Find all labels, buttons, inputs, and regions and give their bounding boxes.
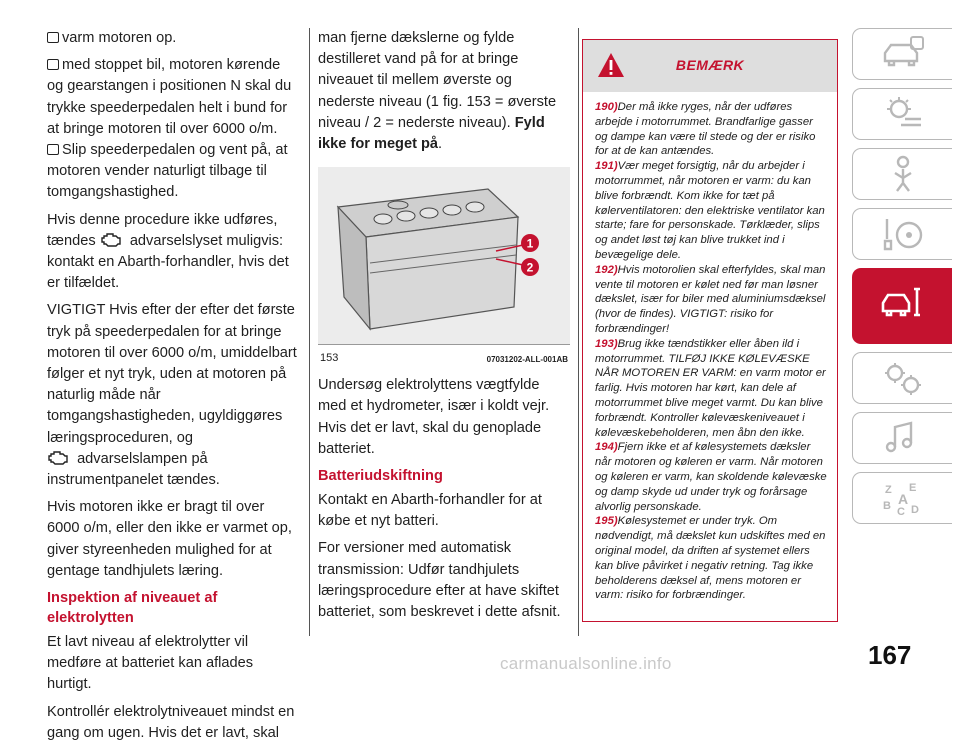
- engine-warning-icon: [100, 231, 124, 247]
- note-item: [595, 440, 827, 514]
- note-item: [595, 263, 827, 337]
- starting-driving-icon: [881, 215, 925, 253]
- text-part: advarselslampen på instrumentpanelet tændes.: [47, 450, 220, 489]
- note-number: 195): [595, 515, 618, 528]
- technical-data-icon: [881, 359, 925, 397]
- tab-car-info[interactable]: [852, 28, 952, 80]
- paragraph: Kontrollér elektrolytniveauet mindst en gang om ugen. Hvis det er lavt, skal: [47, 703, 295, 741]
- figure-code: 07031202-ALL-001AB: [486, 355, 568, 365]
- marker-2-label: 2: [526, 260, 534, 275]
- battery-illustration: [318, 167, 570, 345]
- paragraph: Undersøg elektrolyttens vægtfylde med et hydrometer, især i koldt vejr. Hvis det er lavt, skal du genoplade batteriet.: [318, 377, 550, 457]
- engine-warning-icon: [47, 449, 71, 465]
- bullet-item: [47, 28, 299, 49]
- watermark: carmanualsonline.info: [500, 654, 672, 673]
- left-column: [47, 28, 299, 750]
- tab-car-service[interactable]: [852, 268, 952, 344]
- section-heading: Batteriudskiftning: [318, 468, 443, 485]
- text-part: man fjerne dækslerne og fylde destilleret vand på for at bringe niveauet til mellem øverste og nederste niveau (1 fig. 153 = øverste niveau / 2 = nederste niveau).: [318, 30, 557, 131]
- note-number: 192): [595, 263, 618, 276]
- note-text: Fjern ikke et af kølesystemets dæksler når motoren og køleren er varm. Når motoren og køleren er varm, kan skoldende kølevæske og damp skyde ud under tryk og forårsage alvorlig personskade.: [595, 441, 827, 513]
- page-number: 167: [868, 640, 912, 670]
- battery-figure: [318, 167, 570, 363]
- bullet-box-icon: [47, 59, 59, 70]
- note-number: 193): [595, 337, 618, 350]
- note-text: Brug ikke tændstikker eller åben ild i motorrummet. TILFØJ IKKE KØLEVÆSKE NÅR MOTOREN ER VARM: en varm motor er farlig. Hvis motoren har kørt, kan dele af motorrummet blive meget varmt. Du kan blive forbrændt. Kontroller kølevæskeniveauet i kølevæskebeholderen, men åbn den ikke.: [595, 337, 826, 439]
- column-divider: [578, 28, 579, 636]
- tab-index[interactable]: [852, 472, 952, 524]
- section-tabs: [852, 28, 954, 532]
- tab-multimedia[interactable]: [852, 412, 952, 464]
- bullet-text: varm motoren op.: [62, 30, 177, 46]
- paragraph: Et lavt niveau af elektrolytter vil medføre at batteriet kan aflades hurtigt.: [47, 634, 254, 693]
- note-item: [595, 337, 827, 441]
- note-box: [582, 39, 838, 622]
- paragraph: Kontakt en Abarth-forhandler for at købe et nyt batteri.: [318, 492, 542, 530]
- bullet-box-icon: [47, 32, 59, 43]
- text-part: Hvis denne procedure ikke udføres, tændes: [47, 211, 278, 249]
- text-part: VIGTIGT Hvis efter der efter det første tryk på speederpedalen for at bringe motoren til over 6000 o/m, umiddelbart følger et nyt tryk, uden at motoren på naturlig måde når tomgangshastigheden, ugyldiggøres læringsproceduren, og: [47, 302, 297, 446]
- note-number: 194): [595, 441, 618, 454]
- tab-safety[interactable]: [852, 148, 952, 200]
- svg-text:E: E: [909, 482, 917, 494]
- paragraph: [47, 300, 299, 491]
- bullet-text: med stoppet bil, motoren kørende og gearstangen i positionen N skal du trykke speederpedalen helt i bund for at bringe motoren til over 6000 o/m.: [47, 57, 292, 137]
- note-text: Der må ikke ryges, når der udføres arbejde i motorrummet. Brandfarlige gasser og dampe kan være til stede og der er risiko for at de kan antændes.: [595, 101, 816, 158]
- text-part: .: [438, 136, 443, 153]
- note-item: [595, 514, 827, 603]
- note-body: [583, 92, 837, 603]
- svg-text:Z: Z: [885, 484, 892, 496]
- paragraph: [47, 210, 299, 295]
- marker-1-label: 1: [526, 236, 534, 251]
- svg-text:C: C: [897, 506, 905, 517]
- tab-dashboard-lights[interactable]: [852, 88, 952, 140]
- dashboard-lights-icon: [881, 95, 925, 133]
- tab-starting-driving[interactable]: [852, 208, 952, 260]
- paragraph: [318, 28, 570, 155]
- middle-column: [318, 28, 570, 629]
- note-item: [595, 100, 827, 159]
- tab-technical-data[interactable]: [852, 352, 952, 404]
- paragraph: For versioner med automatisk transmission: Udfør tandhjulets læringsprocedure efter at have skiftet batteriet, som beskrevet i dette afsnit.: [318, 540, 561, 621]
- svg-text:D: D: [911, 504, 919, 516]
- svg-text:A: A: [898, 491, 909, 507]
- bullet-box-icon: [47, 144, 59, 155]
- note-header: [583, 40, 837, 92]
- note-text: Vær meget forsigtig, når du arbejder i motorrummet, når motoren er varm: du kan blive forbrændt. Kom ikke for tæt på kølerventilatoren: den elektriske ventilator kan starte; fare for personskade. Tørklæder, slips og andet løst tøj kan blive trukket ind i bevægelige dele.: [595, 160, 825, 261]
- multimedia-icon: [881, 419, 925, 457]
- note-number: 190): [595, 101, 618, 113]
- note-number: 191): [595, 160, 618, 173]
- car-service-icon: [881, 285, 925, 323]
- index-icon: [881, 479, 925, 517]
- note-text: Hvis motorolien skal efterfyldes, skal man vente til motoren er kølet ned før man løsner dækslet, især for biler med aluminiumsdæksel (hvor de findes). VIGTIGT: risiko for forbrændinger!: [595, 263, 826, 335]
- paragraph: Hvis motoren ikke er bragt til over 6000 o/m, eller den ikke er varmet op, giver styreenheden mulighed for at gentage tandhjulets læring.: [47, 499, 292, 579]
- note-title: BEMÆRK: [675, 57, 745, 73]
- figure-number: 153: [320, 352, 339, 365]
- column-divider: [309, 28, 310, 636]
- svg-text:B: B: [883, 500, 891, 512]
- bullet-item: [47, 55, 299, 140]
- safety-icon: [881, 155, 925, 193]
- text-part: advarselslyset muligvis: kontakt en Abarth-forhandler, hvis det er tilfældet.: [47, 232, 289, 292]
- bullet-text: Slip speederpedalen og vent på, at motoren vender naturligt tilbage til tomgangshastighed.: [47, 142, 288, 201]
- bold-text: Fyld ikke for meget på: [318, 114, 545, 153]
- car-info-icon: [881, 35, 925, 73]
- note-text: Kølesystemet er under tryk. Om nødvendigt, må dækslet kun udskiftes med en original model, da driften af systemet ellers kan blive påvirket i negativ retning. Tag ikke beholderens dæksel af, mens motoren er varm: risiko for forbrændinger.: [595, 515, 826, 602]
- bullet-item: [47, 140, 299, 204]
- figure-caption: [318, 344, 570, 363]
- note-item: [595, 159, 827, 263]
- section-heading: Inspektion af niveauet af elektrolytten: [47, 590, 218, 627]
